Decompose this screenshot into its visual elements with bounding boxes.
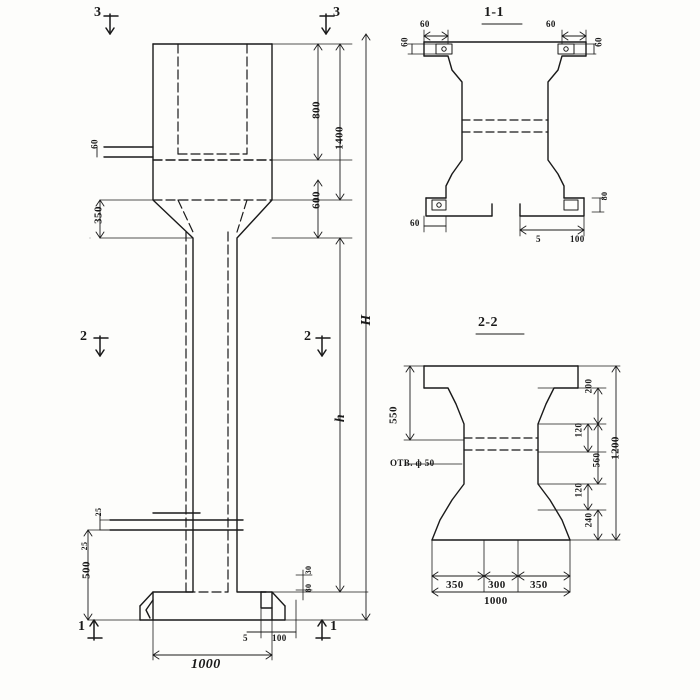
dim-100-sec1: 100 xyxy=(570,234,585,244)
mark-1-left: 1 xyxy=(78,619,86,634)
dim-300: 300 xyxy=(488,579,506,591)
dim-60-tl: 60 xyxy=(420,19,430,29)
dim-1000-elev: 1000 xyxy=(191,657,221,672)
mark-2-left: 2 xyxy=(80,329,88,344)
dim-5-sec1: 5 xyxy=(536,234,541,244)
dim-60-bl: 60 xyxy=(410,218,420,228)
dim-100-elev: 100 xyxy=(272,633,287,643)
dim-350-right: 350 xyxy=(530,579,548,591)
dim-60-tr: 60 xyxy=(546,19,556,29)
mark-3-right: 3 xyxy=(333,5,341,20)
section-title-2-2: 2-2 xyxy=(478,315,498,330)
note-hole-d50: ОТВ. ф 50 xyxy=(390,458,435,468)
mark-2-right: 2 xyxy=(304,329,312,344)
engineering-drawing-sheet: 1-1 2-2 3 3 2 2 1 1 800 1400 600 H h 350 60 25 25 500 1000 5 100 30 80 60 60 60 60 60 5 100 80 550 200 120 560 120 240 1200 ОТВ. ф 50 350 300 350 1000 xyxy=(0,0,700,700)
mark-1-right: 1 xyxy=(330,619,338,634)
dim-1000-sec2: 1000 xyxy=(484,595,508,607)
dim-5-elev: 5 xyxy=(243,633,248,643)
mark-3-left: 3 xyxy=(94,5,102,20)
dim-350-left: 350 xyxy=(446,579,464,591)
section-title-1-1: 1-1 xyxy=(484,5,504,20)
